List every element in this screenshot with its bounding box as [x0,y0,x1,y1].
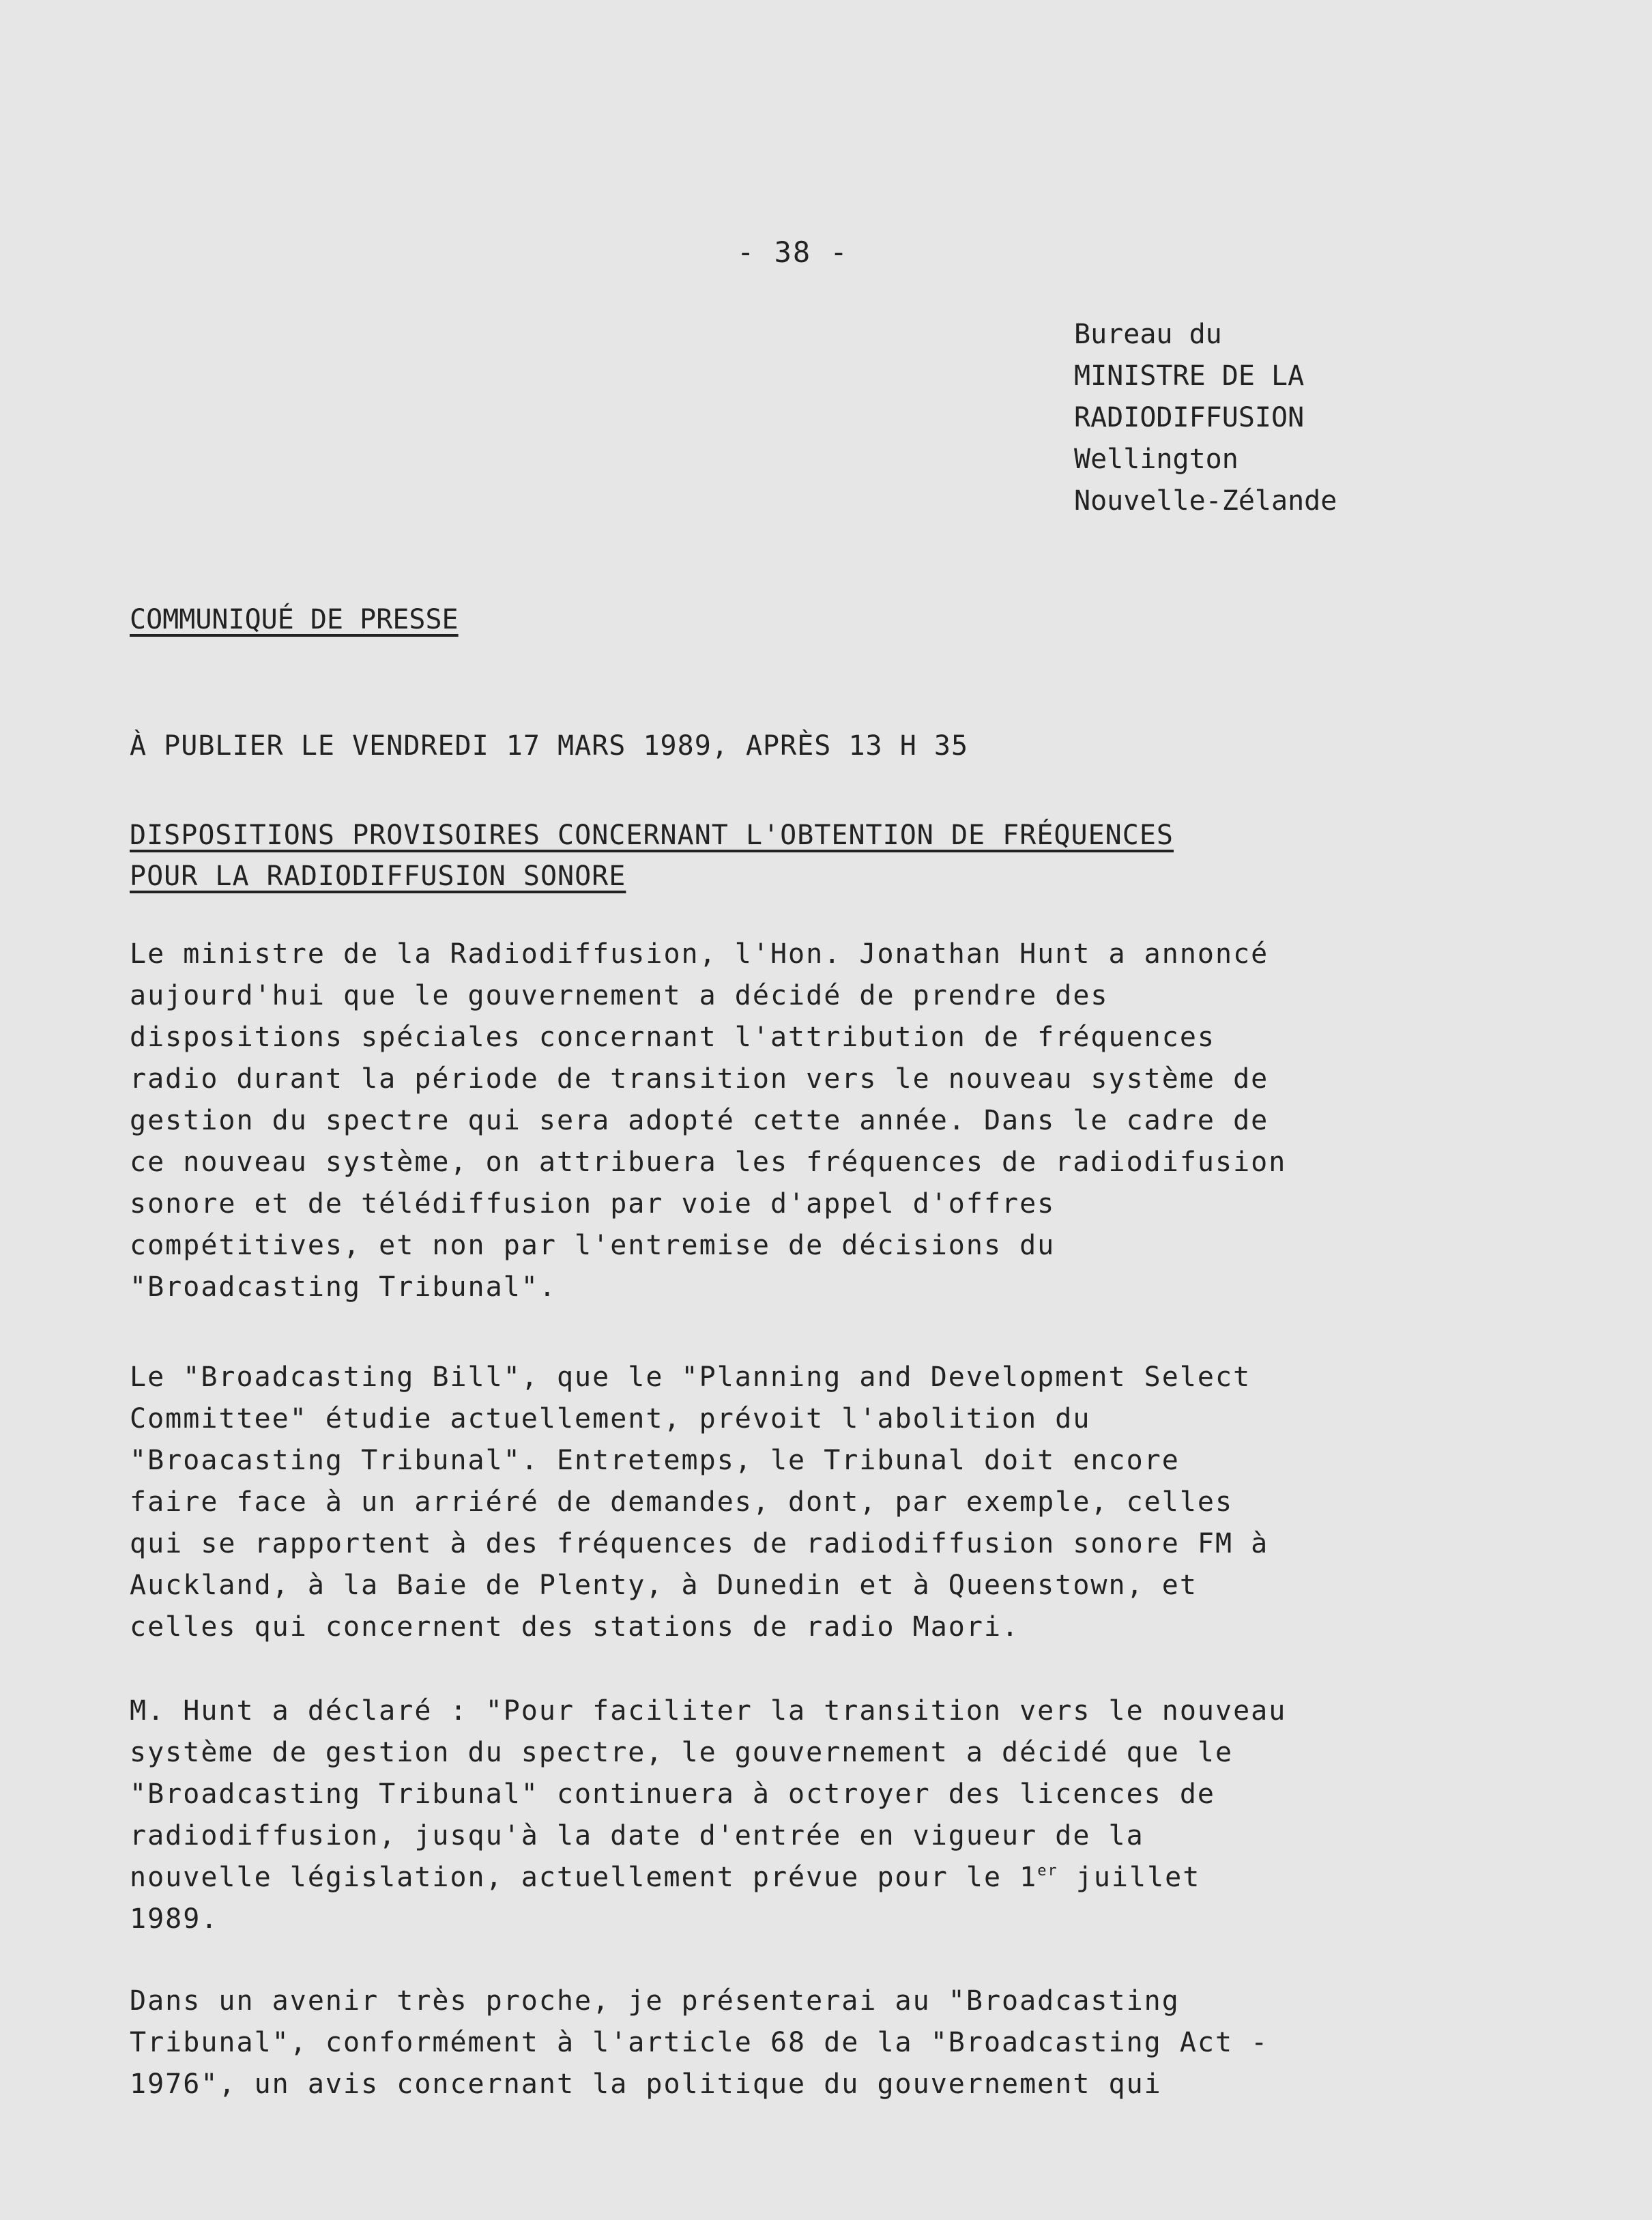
text-line: compétitives, et non par l'entremise de décisions du [130,1230,1056,1261]
text-line: ce nouveau système, on attribuera les fréquences de radiodifusion [130,1147,1287,1178]
text-line: qui se rapportent à des fréquences de radiodiffusion sonore FM à [130,1528,1269,1559]
sender-address [1074,314,1337,522]
text-line: Auckland, à la Baie de Plenty, à Dunedin et à Queenstown, et [130,1570,1198,1601]
address-line: Nouvelle-Zélande [1074,485,1337,517]
text-line: Committee" étudie actuellement, prévoit l'abolition du [130,1403,1091,1435]
text-line: aujourd'hui que le gouvernement a décidé de prendre des [130,980,1109,1011]
address-line: Wellington [1074,444,1238,475]
address-line: MINISTRE DE LA [1074,360,1305,392]
text-line: système de gestion du spectre, le gouvernement a décidé que le [130,1737,1234,1768]
paragraph-1 [130,934,1494,1308]
text-line: gestion du spectre qui sera adopté cette année. Dans le cadre de [130,1105,1269,1136]
text-line: "Broacasting Tribunal". Entretemps, le Tribunal doit encore [130,1445,1180,1476]
address-line: Bureau du [1074,319,1222,350]
address-line: RADIODIFFUSION [1074,402,1305,433]
page-number: - 38 - [737,235,849,269]
text-line: "Broadcasting Tribunal" continuera à octroyer des licences de [130,1778,1216,1810]
paragraph-4 [130,1980,1494,2105]
text-line: 1976", un avis concernant la politique du gouvernement qui [130,2068,1162,2100]
text-line: faire face à un arriéré de demandes, dont, par exemple, celles [130,1486,1234,1518]
text-line: 1989. [130,1903,219,1935]
title-line: DISPOSITIONS PROVISOIRES CONCERNANT L'OBTENTION DE FRÉQUENCES [130,820,1174,851]
text-line: Le "Broadcasting Bill", que le "Planning and Development Select [130,1361,1251,1393]
text-line: dispositions spéciales concernant l'attribution de fréquences [130,1022,1216,1053]
document-title [130,815,1174,897]
text-line: M. Hunt a déclaré : "Pour faciliter la transition vers le nouveau [130,1695,1287,1727]
ordinal-superscript: er [1037,1862,1058,1879]
section-label: COMMUNIQUÉ DE PRESSE [130,604,459,635]
text-line: radio durant la période de transition vers le nouveau système de [130,1063,1269,1095]
paragraph-2 [130,1357,1494,1648]
text-line: sonore et de télédiffusion par voie d'appel d'offres [130,1188,1056,1220]
text-line: Dans un avenir très proche, je présenterai au "Broadcasting [130,1985,1180,2017]
text-line [130,1857,1494,1899]
text-line: celles qui concernent des stations de radio Maori. [130,1611,1020,1643]
text-line: "Broadcasting Tribunal". [130,1271,557,1303]
paragraph-3 [130,1690,1494,1940]
title-line: POUR LA RADIODIFFUSION SONORE [130,861,626,892]
release-date-line: À PUBLIER LE VENDREDI 17 MARS 1989, APRÈS 13 H 35 [130,730,969,762]
text-segment: juillet [1058,1862,1201,1893]
text-line: Tribunal", conformément à l'article 68 de la "Broadcasting Act - [130,2027,1269,2058]
text-segment: nouvelle législation, actuellement prévue pour le 1 [130,1862,1038,1893]
text-line: radiodiffusion, jusqu'à la date d'entrée en vigueur de la [130,1820,1144,1851]
text-line: Le ministre de la Radiodiffusion, l'Hon. Jonathan Hunt a annoncé [130,938,1269,970]
